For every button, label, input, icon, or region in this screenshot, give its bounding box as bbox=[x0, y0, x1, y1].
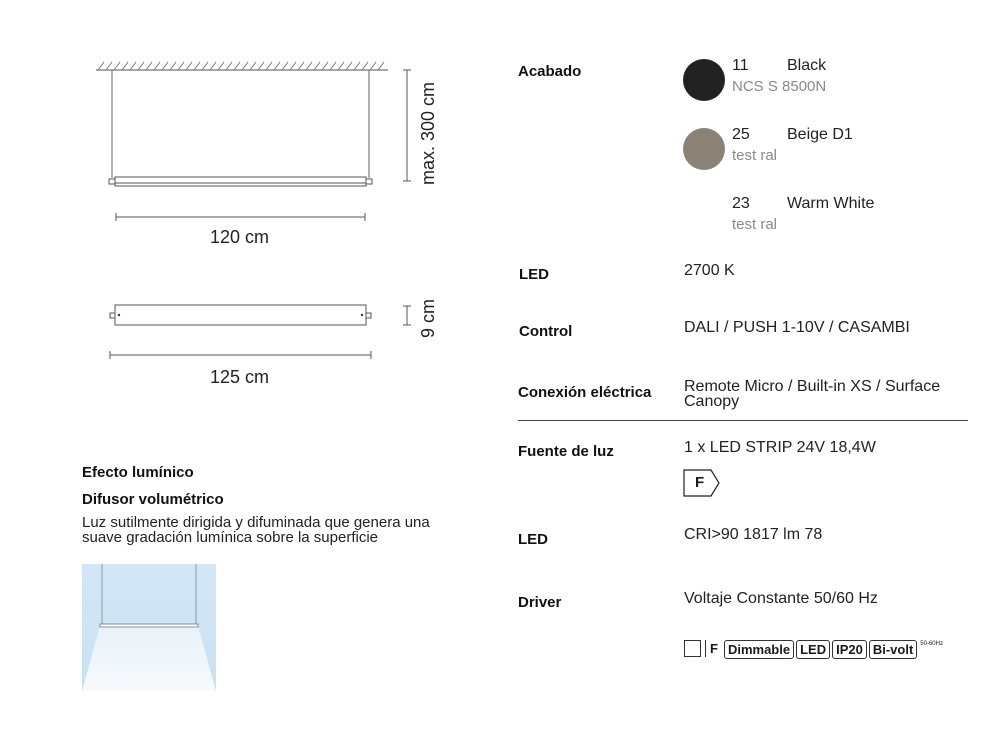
depth-dimension-label: 9 cm bbox=[418, 298, 438, 338]
connection-value-line2: Canopy bbox=[684, 393, 740, 410]
control-label: Control bbox=[519, 323, 573, 340]
led-badge: LED bbox=[796, 640, 830, 659]
led2-label: LED bbox=[518, 531, 548, 548]
effect-heading: Efecto lumínico bbox=[82, 464, 194, 481]
finish-code: 11 bbox=[732, 57, 749, 74]
finish-code: 23 bbox=[732, 195, 750, 212]
finish-name: Black bbox=[787, 57, 827, 74]
finish-ref: NCS S 8500N bbox=[732, 78, 827, 95]
height-dimension-label: max. 300 cm bbox=[418, 81, 438, 185]
section-divider bbox=[518, 420, 968, 421]
effect-description bbox=[82, 515, 430, 545]
effect-description-line2: suave gradación lumínica sobre la superficie bbox=[82, 529, 378, 546]
led-value: 2700 K bbox=[684, 262, 735, 279]
technical-drawing bbox=[0, 0, 480, 400]
ip-badge: IP20 bbox=[832, 640, 867, 659]
finish-swatch-beige[interactable] bbox=[683, 128, 725, 170]
finish-code: 25 bbox=[732, 126, 750, 143]
effect-type: Difusor volumétrico bbox=[82, 491, 224, 508]
f-mark-badge: F bbox=[705, 640, 722, 657]
energy-class-letter: F bbox=[695, 474, 705, 491]
light-source-label: Fuente de luz bbox=[518, 443, 614, 460]
finish-ref: test ral bbox=[732, 216, 778, 233]
driver-label: Driver bbox=[518, 594, 562, 611]
hz-superscript: 50-60Hz bbox=[920, 641, 943, 647]
certification-badges bbox=[684, 640, 943, 660]
finish-name: Warm White bbox=[787, 195, 875, 212]
width-dimension-label: 120 cm bbox=[210, 227, 270, 247]
finish-swatch-black[interactable] bbox=[683, 59, 725, 101]
control-value: DALI / PUSH 1-10V / CASAMBI bbox=[684, 319, 910, 336]
led-label: LED bbox=[519, 266, 549, 283]
dimmable-badge: Dimmable bbox=[724, 640, 794, 659]
connection-value bbox=[684, 379, 940, 409]
finish-swatch-warm-white[interactable] bbox=[683, 197, 725, 239]
light-effect-illustration bbox=[82, 564, 216, 691]
finish-label: Acabado bbox=[518, 63, 582, 80]
length-dimension-label: 125 cm bbox=[210, 367, 270, 387]
finish-name: Beige D1 bbox=[787, 126, 853, 143]
driver-value: Voltaje Constante 50/60 Hz bbox=[684, 590, 878, 607]
led2-value: CRI>90 1817 lm 78 bbox=[684, 526, 823, 543]
connection-label: Conexión eléctrica bbox=[518, 384, 652, 401]
light-source-value: 1 x LED STRIP 24V 18,4W bbox=[684, 439, 876, 456]
effect-description-line1: Luz sutilmente dirigida y difuminada que genera una bbox=[82, 514, 430, 531]
bivolt-badge: Bi-volt bbox=[869, 640, 917, 659]
connection-value-line1: Remote Micro / Built-in XS / Surface bbox=[684, 378, 941, 395]
class-ii-icon bbox=[684, 640, 701, 657]
finish-ref: test ral bbox=[732, 147, 778, 164]
